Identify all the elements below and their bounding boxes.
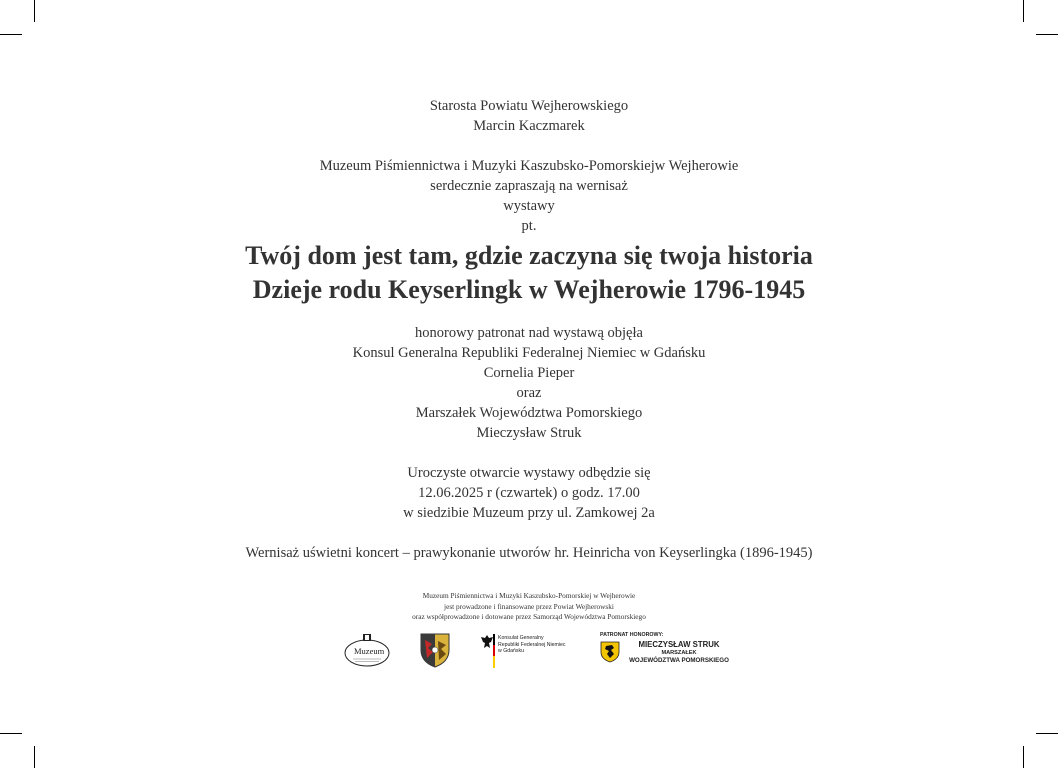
title-line-1: Twój dom jest tam, gdzie zaczyna się twoja historia — [245, 241, 813, 270]
consulate-logo — [480, 634, 580, 670]
patronage-and: oraz — [516, 385, 542, 401]
title-line-2: Dzieje rodu Keyserlingk w Wejherowie 1796-1945 — [252, 275, 806, 304]
griffin-coat-of-arms-icon — [600, 641, 620, 663]
concert-block — [0, 543, 1058, 563]
exhibition-title — [0, 239, 1058, 307]
crop-mark — [1023, 0, 1024, 22]
patronage-block — [0, 323, 1058, 443]
crop-mark — [0, 733, 22, 734]
footer-line-2: jest prowadzone i finansowane przez Powiat Wejherowski — [444, 601, 614, 611]
german-eagle-icon — [480, 634, 494, 650]
opening-date: 12.06.2025 r (czwartek) o godz. 17.00 — [418, 485, 640, 501]
marshal-name: MIECZYSŁAW STRUK — [638, 640, 720, 649]
crop-mark — [1036, 34, 1058, 35]
footer-block — [0, 591, 1058, 623]
header-block — [0, 96, 1058, 136]
crop-mark — [34, 0, 35, 22]
footer-line-1: Muzeum Piśmiennictwa i Muzyki Kaszubsko-Pomorskiej w Wejherowie — [422, 591, 636, 600]
german-flag-stripe — [493, 634, 495, 668]
marshal-title-2: WOJEWÓDZTWA POMORSKIEGO — [629, 657, 729, 664]
patronage-marshal-title: Marszałek Województwa Pomorskiego — [415, 405, 643, 421]
opening-intro: Uroczyste otwarcie wystawy odbędzie się — [407, 465, 651, 481]
starosta-title: Starosta Powiatu Wejherowskiego — [429, 98, 629, 114]
crop-mark — [34, 746, 35, 768]
county-coat-of-arms — [419, 632, 451, 668]
invitation-block — [0, 156, 1058, 236]
crop-mark — [0, 34, 22, 35]
opening-venue: w siedzibie Muzeum przy ul. Zamkowej 2a — [403, 505, 655, 521]
logos-row — [0, 630, 1058, 670]
county-shield-icon — [419, 632, 451, 668]
patronage-label: PATRONAT HONOROWY: — [600, 632, 664, 638]
starosta-name: Marcin Kaczmarek — [473, 118, 585, 134]
marshal-title-1: MARSZAŁEK — [661, 650, 697, 656]
consulate-line-1: Konsulat Generalny — [498, 635, 544, 641]
invitation-pt: pt. — [521, 218, 537, 234]
consulate-line-3: w Gdańsku — [498, 648, 524, 654]
museum-name: Muzeum Piśmiennictwa i Muzyki Kaszubsko-Pomorskiejw Wejherowie — [319, 158, 739, 174]
footer-line-3: oraz współprowadzone i dotowane przez Samorząd Województwa Pomorskiego — [412, 612, 646, 621]
patronage-consul-name: Cornelia Pieper — [483, 365, 575, 381]
opening-block — [0, 463, 1058, 523]
museum-logo-word: Muzeum — [354, 646, 385, 656]
museum-logo — [343, 632, 391, 668]
invitation-text: serdecznie zapraszają na wernisaż — [430, 178, 628, 194]
patronage-intro: honorowy patronat nad wystawą objęła — [415, 325, 643, 341]
concert-text: Wernisaż uświetni koncert – prawykonanie utworów hr. Heinricha von Keyserlingka (1896-1945) — [245, 545, 813, 561]
crop-mark — [1023, 746, 1024, 768]
crop-mark — [1036, 733, 1058, 734]
marshal-patronage-logo — [600, 632, 740, 670]
invitation-exhibition: wystawy — [503, 198, 555, 214]
patronage-consul-title: Konsul Generalna Republiki Federalnej Niemiec w Gdańsku — [352, 345, 706, 361]
patronage-marshal-name: Mieczysław Struk — [476, 425, 582, 441]
consulate-line-2: Republiki Federalnej Niemiec — [498, 641, 566, 648]
